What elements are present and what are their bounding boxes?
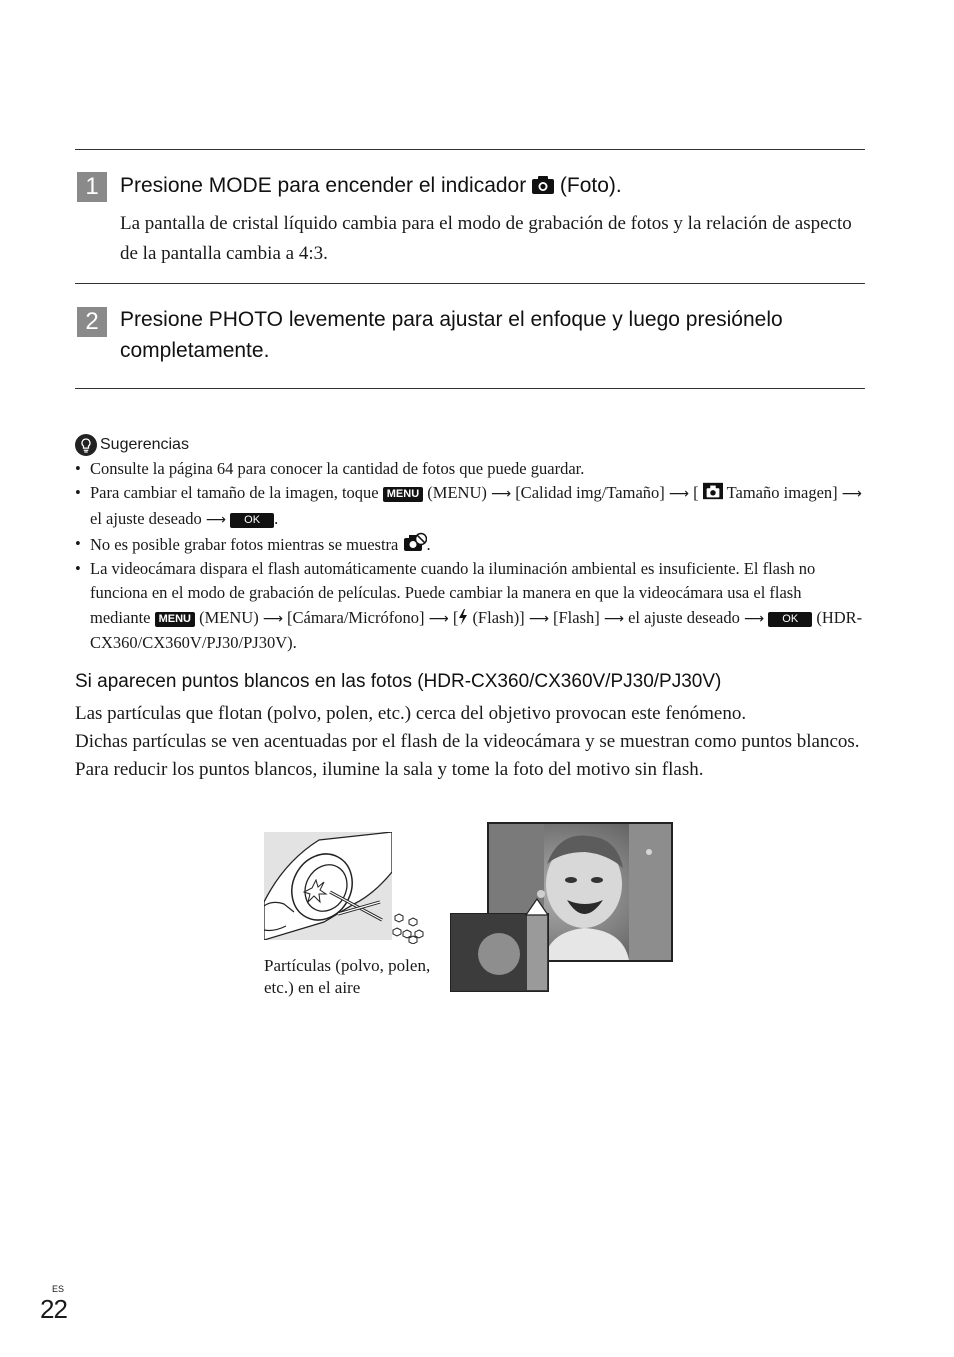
particles-icon [390, 912, 428, 944]
tip-text: [Cámara/Micrófono] [287, 607, 425, 627]
top-rule [75, 149, 865, 150]
flash-icon [458, 609, 468, 625]
bullet: • [75, 459, 81, 478]
tip-text: [Flash] [553, 607, 600, 627]
tip-text: La videocámara dispara el flash automáticamente cuando la iluminación ambiental es insuficiente. El flash no funciona en el modo de grabación de películas. Puede cambiar la manera en que la videocámara usa el flash mediante [90, 559, 816, 627]
tip-text: [ [452, 607, 459, 627]
lightbulb-icon [75, 434, 97, 456]
white-dot-closeup [450, 913, 549, 992]
tip-text: el ajuste deseado [90, 508, 202, 528]
language-code: ES [52, 1284, 65, 1294]
tip-text: Consulte la página 64 para conocer la cantidad de fotos que puede guardar. [90, 459, 585, 478]
figure-caption: Partículas (polvo, polen, etc.) en el aire [264, 956, 431, 997]
zoom-pointer [524, 898, 550, 916]
step-1-number: 1 [77, 172, 107, 202]
arrow-icon: ⟶ [841, 486, 862, 503]
step-1-heading-suffix: (Foto). [559, 174, 622, 197]
tips-header [75, 433, 189, 457]
arrow-icon: ⟶ [205, 511, 226, 528]
bullet: • [75, 559, 81, 579]
tip-text: . [274, 508, 279, 528]
tip-text: No es posible grabar fotos mientras se muestra [90, 534, 399, 554]
camera-icon [532, 176, 554, 194]
arrow-icon: ⟶ [428, 610, 449, 627]
camera-lens-illustration [264, 832, 392, 940]
camera-icon [703, 482, 723, 500]
tip-text: (MENU) [427, 483, 487, 503]
tip-item [75, 481, 865, 532]
section-paragraph: Dichas partículas se ven acentuadas por el flash de la videocámara y se muestran como puntos blancos. [75, 731, 860, 752]
bullet: • [75, 533, 81, 553]
tip-text: el ajuste deseado [628, 607, 740, 627]
section-title: Si aparecen puntos blancos en las fotos (HDR-CX360/CX360V/PJ30/PJ30V) [75, 671, 722, 692]
step-2-heading: Presione PHOTO levemente para ajustar el enfoque y luego presiónelo completamente. [120, 308, 783, 362]
menu-button-icon: MENU [155, 612, 195, 627]
section-paragraph: Las partículas que flotan (polvo, polen, etc.) cerca del objetivo provocan este fenómeno. [75, 703, 747, 724]
tip-item [75, 557, 865, 655]
tip-text: (Flash)] [472, 607, 525, 627]
tips-title: Sugerencias [100, 436, 189, 453]
step-end-rule [75, 388, 865, 389]
ok-button-icon: OK [230, 513, 274, 528]
tip-text: Tamaño imagen] [726, 483, 838, 503]
step-divider [75, 283, 865, 284]
section-paragraph: Para reducir los puntos blancos, ilumine la sala y tome la foto del motivo sin flash. [75, 759, 704, 780]
tip-text: (MENU) [199, 607, 259, 627]
step-1-heading [120, 170, 622, 201]
tip-text: (HDR-CX360/CX360V/PJ30/PJ30V). [90, 607, 863, 653]
tip-text: [ [693, 483, 699, 503]
tip-text: . [426, 534, 431, 554]
tip-item [75, 457, 865, 481]
tip-text: Para cambiar el tamaño de la imagen, toque [90, 483, 379, 503]
step-1-heading-text: Presione MODE para encender el indicador [120, 174, 527, 197]
tip-text: [Calidad img/Tamaño] [515, 483, 665, 503]
step-1-body: La pantalla de cristal líquido cambia para el modo de grabación de fotos y la relación de aspecto de la pantalla cambia a 4:3. [120, 213, 852, 264]
arrow-icon: ⟶ [744, 610, 765, 627]
arrow-icon: ⟶ [668, 486, 689, 503]
lens-particles-drawing [264, 832, 392, 940]
arrow-icon: ⟶ [603, 610, 624, 627]
step-2-number: 2 [77, 307, 107, 337]
ok-button-icon: OK [768, 612, 812, 627]
arrow-icon: ⟶ [262, 610, 283, 627]
arrow-icon: ⟶ [528, 610, 549, 627]
tips-list [75, 457, 865, 655]
arrow-icon: ⟶ [490, 486, 512, 503]
menu-button-icon: MENU [383, 487, 423, 502]
camera-off-icon [403, 532, 427, 554]
tip-item [75, 532, 865, 557]
bullet: • [75, 483, 81, 503]
page-number: 22 [40, 1294, 67, 1324]
section-body [75, 700, 875, 784]
closeup-drawing [451, 914, 547, 990]
